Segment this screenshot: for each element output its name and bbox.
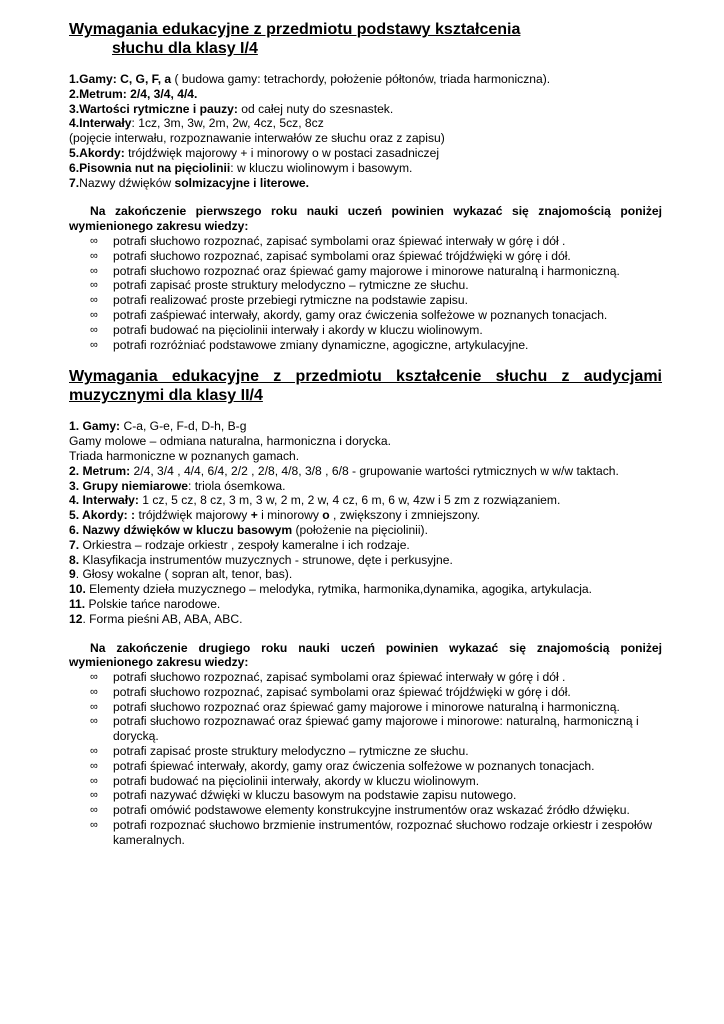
list-item: ∞ potrafi słuchowo rozpoznać, zapisać symbolami oraz śpiewać interwały w górę i dół .: [90, 233, 566, 248]
section-2-skills-list: [69, 670, 662, 848]
infinity-bullet-icon: ∞: [90, 715, 98, 728]
infinity-bullet-icon: ∞: [90, 700, 98, 713]
infinity-bullet-icon: ∞: [90, 685, 98, 698]
requirement-7: 7. Orkiestra – rodzaje orkiestr , zespoły kameralne i ich rodzaje.: [69, 537, 410, 552]
infinity-bullet-icon: ∞: [90, 759, 98, 772]
requirement-4-note: (pojęcie interwału, rozpoznawanie interwałów ze słuchu oraz z zapisu): [69, 131, 445, 146]
list-item: ∞ potrafi nazywać dźwięki w kluczu basowym na podstawie zapisu nutowego.: [90, 788, 517, 803]
requirement-4: 4. Interwały: 1 cz, 5 cz, 8 cz, 3 m, 3 w, 2 m, 2 w, 4 cz, 6 m, 6 w, 4zw i 5 zm z rozwiązaniem.: [69, 493, 561, 508]
requirement-2: 2. Metrum: 2/4, 3/4 , 4/4, 6/4, 2/2 , 2/8, 4/8, 3/8 , 6/8 - grupowanie wartości rytmicznych w w/w taktach.: [69, 463, 619, 478]
infinity-bullet-icon: ∞: [90, 774, 98, 787]
requirement-5: 5.Akordy: trójdźwięk majorowy + i minorowy o w postaci zasadniczej: [69, 145, 440, 160]
list-item: ∞ potrafi słuchowo rozpoznać, zapisać symbolami oraz śpiewać trójdźwięki w górę i dół.: [90, 684, 571, 699]
section-2-requirements: [69, 419, 662, 626]
requirement-6: 6. Nazwy dźwięków w kluczu basowym (położenie na pięciolinii).: [69, 522, 428, 537]
section-class-1: [69, 20, 662, 352]
infinity-bullet-icon: ∞: [90, 323, 98, 336]
section-2-title: [69, 367, 662, 405]
infinity-bullet-icon: ∞: [90, 234, 98, 247]
infinity-bullet-icon: ∞: [90, 745, 98, 758]
list-item: ∞ potrafi realizować proste przebiegi rytmiczne na podstawie zapisu.: [90, 293, 468, 308]
infinity-bullet-icon: ∞: [90, 804, 98, 817]
infinity-bullet-icon: ∞: [90, 264, 98, 277]
infinity-bullet-icon: ∞: [90, 819, 98, 832]
infinity-bullet-icon: ∞: [90, 338, 98, 351]
list-item: ∞ potrafi słuchowo rozpoznać, zapisać symbolami oraz śpiewać trójdźwięki w górę i dół.: [90, 248, 571, 263]
list-item: ∞ potrafi budować na pięciolinii interwały i akordy w kluczu wiolinowym.: [90, 322, 483, 337]
infinity-bullet-icon: ∞: [90, 279, 98, 292]
requirement-4: 4.Interwały: 1cz, 3m, 3w, 2m, 2w, 4cz, 5cz, 8cz: [69, 116, 324, 131]
requirement-7: 7.Nazwy dźwięków solmizacyjne i literowe.: [69, 175, 309, 190]
requirement-8: 8. Klasyfikacja instrumentów muzycznych - strunowe, dęte i perkusyjne.: [69, 552, 453, 567]
list-item: ∞ potrafi omówić podstawowe elementy konstrukcyjne instrumentów oraz wskazać źródło dźwięku.: [90, 803, 630, 818]
section-1-title: [69, 20, 662, 58]
infinity-bullet-icon: ∞: [90, 294, 98, 307]
infinity-bullet-icon: ∞: [90, 671, 98, 684]
infinity-bullet-icon: ∞: [90, 789, 98, 802]
list-item: ∞ potrafi zaśpiewać interwały, akordy, gamy oraz ćwiczenia solfeżowe w poznanych tonacjach.: [90, 307, 608, 322]
section-class-2: [69, 367, 662, 847]
list-item: ∞ potrafi rozróżniać podstawowe zmiany dynamiczne, agogiczne, artykulacyjne.: [90, 337, 529, 352]
requirement-1-triad: Triada harmoniczne w poznanych gamach.: [69, 448, 300, 463]
requirement-3: 3. Grupy niemiarowe: triola ósemkowa.: [69, 478, 286, 493]
section-1-title-line-2: słuchu dla klasy I/4: [112, 40, 258, 57]
section-1-requirements: [69, 72, 662, 190]
section-1-intro: Na zakończenie pierwszego roku nauki uczeń powinien wykazać się znajomością poniżej wymienionego zakresu wiedzy:: [69, 204, 662, 234]
section-2-intro: Na zakończenie drugiego roku nauki uczeń powinien wykazać się znajomością poniżej wymienionego zakresu wiedzy:: [69, 640, 662, 670]
infinity-bullet-icon: ∞: [90, 308, 98, 321]
requirement-1: 1. Gamy: C-a, G-e, F-d, D-h, B-g: [69, 419, 247, 434]
requirement-2: 2.Metrum: 2/4, 3/4, 4/4.: [69, 86, 198, 101]
list-item: ∞ potrafi słuchowo rozpoznać, zapisać symbolami oraz śpiewać interwały w górę i dół .: [90, 670, 566, 685]
requirement-12: 12. Forma pieśni AB, ABA, ABC.: [69, 611, 243, 626]
list-item: ∞ potrafi budować na pięciolinii interwały, akordy w kluczu wiolinowym.: [90, 773, 480, 788]
infinity-bullet-icon: ∞: [90, 249, 98, 262]
requirement-3: 3.Wartości rytmiczne i pauzy: od całej nuty do szesnastek.: [69, 101, 394, 116]
requirement-9: 9. Głosy wokalne ( sopran alt, tenor, bas).: [69, 567, 293, 582]
requirement-10: 10. Elementy dzieła muzycznego – melodyka, rytmika, harmonika,dynamika, agogika, artykulacja.: [69, 582, 592, 597]
requirement-6: 6.Pisownia nut na pięciolinii: w kluczu wiolinowym i basowym.: [69, 160, 413, 175]
list-item: ∞ potrafi słuchowo rozpoznać oraz śpiewać gamy majorowe i minorowe naturalną i harmoniczną.: [90, 699, 620, 714]
list-item: ∞ potrafi zapisać proste struktury melodyczno – rytmiczne ze słuchu.: [90, 278, 469, 293]
requirement-1: 1.Gamy: C, G, F, a ( budowa gamy: tetrachordy, położenie półtonów, triada harmoniczna).: [69, 72, 551, 86]
requirement-11: 11. Polskie tańce narodowe.: [69, 596, 221, 611]
section-1-title-line-1: Wymagania edukacyjne z przedmiotu podstawy kształcenia: [69, 21, 521, 38]
section-2-title-line-2: muzycznymi dla klasy II/4: [69, 387, 263, 405]
section-2-title-line-1: Wymagania edukacyjne z przedmiotu kształcenie słuchu z audycjami: [69, 368, 662, 386]
list-item: ∞ potrafi śpiewać interwały, akordy, gamy oraz ćwiczenia solfeżowe w poznanych tonacjach.: [90, 758, 595, 773]
list-item: ∞ potrafi rozpoznać słuchowo brzmienie instrumentów, rozpoznać słuchowo rodzaje orkiestr i zespołów kameralnych.: [90, 818, 653, 847]
list-item: ∞ potrafi zapisać proste struktury melodyczno – rytmiczne ze słuchu.: [90, 744, 469, 759]
requirement-5: 5. Akordy: : trójdźwięk majorowy + i minorowy o , zwiększony i zmniejszony.: [69, 508, 480, 523]
list-item: ∞ potrafi słuchowo rozpoznać oraz śpiewać gamy majorowe i minorowe naturalną i harmoniczną.: [90, 263, 620, 278]
list-item: ∞ potrafi słuchowo rozpoznawać oraz śpiewać gamy majorowe i minorowe: naturalną, harmoniczną i dorycką.: [90, 714, 639, 744]
section-1-skills-list: [69, 234, 662, 352]
requirement-1-minor: Gamy molowe – odmiana naturalna, harmoniczna i dorycka.: [69, 434, 391, 449]
